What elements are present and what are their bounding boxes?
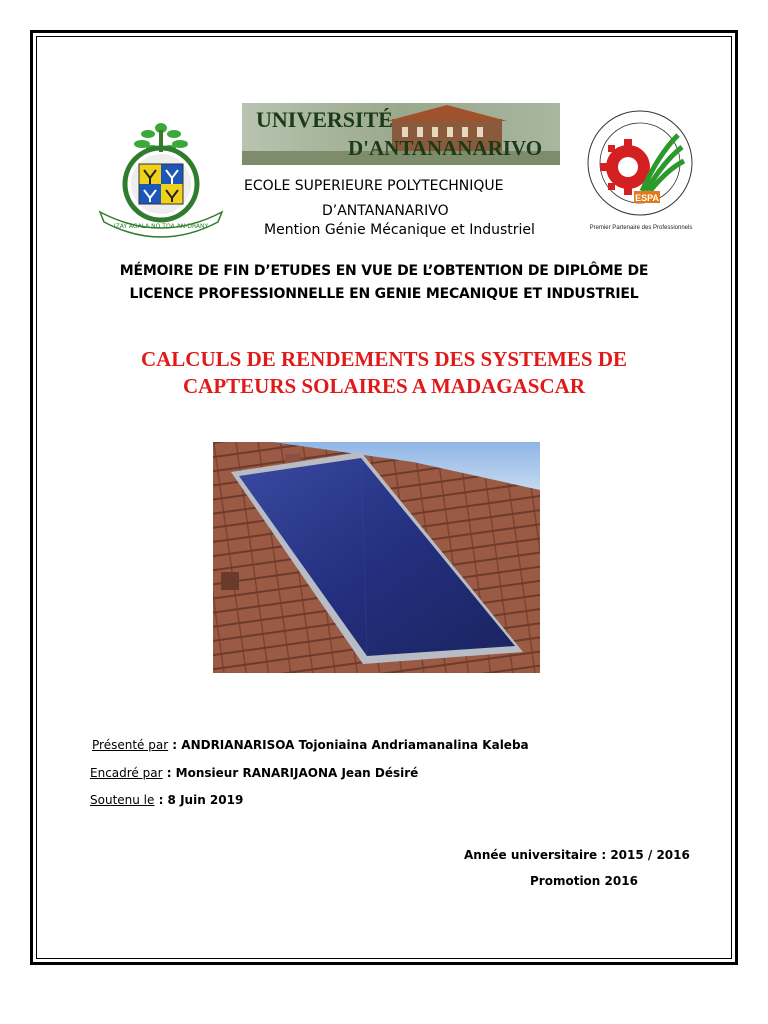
defended-on-line — [90, 793, 243, 807]
defended-on-value: : 8 Juin 2019 — [154, 793, 244, 807]
presented-by-line — [92, 738, 529, 752]
presented-by-label: Présenté par — [92, 738, 169, 752]
school-name-line1: ECOLE SUPERIEURE POLYTECHNIQUE — [244, 178, 504, 194]
madagascar-coat-of-arms-logo — [92, 104, 230, 246]
supervised-by-label: Encadré par — [90, 766, 163, 780]
thesis-title-line1: CALCULS DE RENDEMENTS DES SYSTEMES DE — [140, 347, 628, 371]
mention-text: Mention Génie Mécanique et Industriel — [264, 222, 535, 238]
coat-of-arms-motto: IZAY AGALA NO TOA AN-DRANY — [113, 223, 209, 230]
school-name-line2: D’ANTANANARIVO — [322, 203, 449, 219]
espa-tagline: Premier Partenaire des Professionnels — [589, 225, 693, 231]
thesis-title-line2: CAPTEURS SOLAIRES A MADAGASCAR — [183, 374, 585, 398]
promotion: Promotion 2016 — [530, 874, 638, 888]
memoire-description — [90, 260, 678, 306]
espa-acronym: ESPA — [635, 193, 659, 203]
memoire-line2: LICENCE PROFESSIONNELLE EN GENIE MECANIQUE ET INDUSTRIEL — [129, 286, 639, 302]
presented-by-value: : ANDRIANARISOA Tojoniaina Andriamanalina Kaleba — [168, 738, 529, 752]
university-banner-logo — [242, 103, 560, 165]
thesis-title — [90, 346, 678, 400]
defended-on-label: Soutenu le — [90, 793, 155, 807]
supervised-by-value: : Monsieur RANARIJAONA Jean Désiré — [162, 766, 419, 780]
supervised-by-line — [90, 766, 418, 780]
solar-panel-photo — [213, 442, 540, 673]
banner-university-text: UNIVERSITÉ — [256, 107, 393, 132]
academic-year: Année universitaire : 2015 / 2016 — [464, 848, 690, 862]
banner-antananarivo-text: D'ANTANANARIVO — [348, 136, 543, 160]
memoire-line1: MÉMOIRE DE FIN D’ETUDES EN VUE DE L’OBTENTION DE DIPLÔME DE — [119, 263, 649, 279]
espa-logo — [578, 105, 708, 241]
